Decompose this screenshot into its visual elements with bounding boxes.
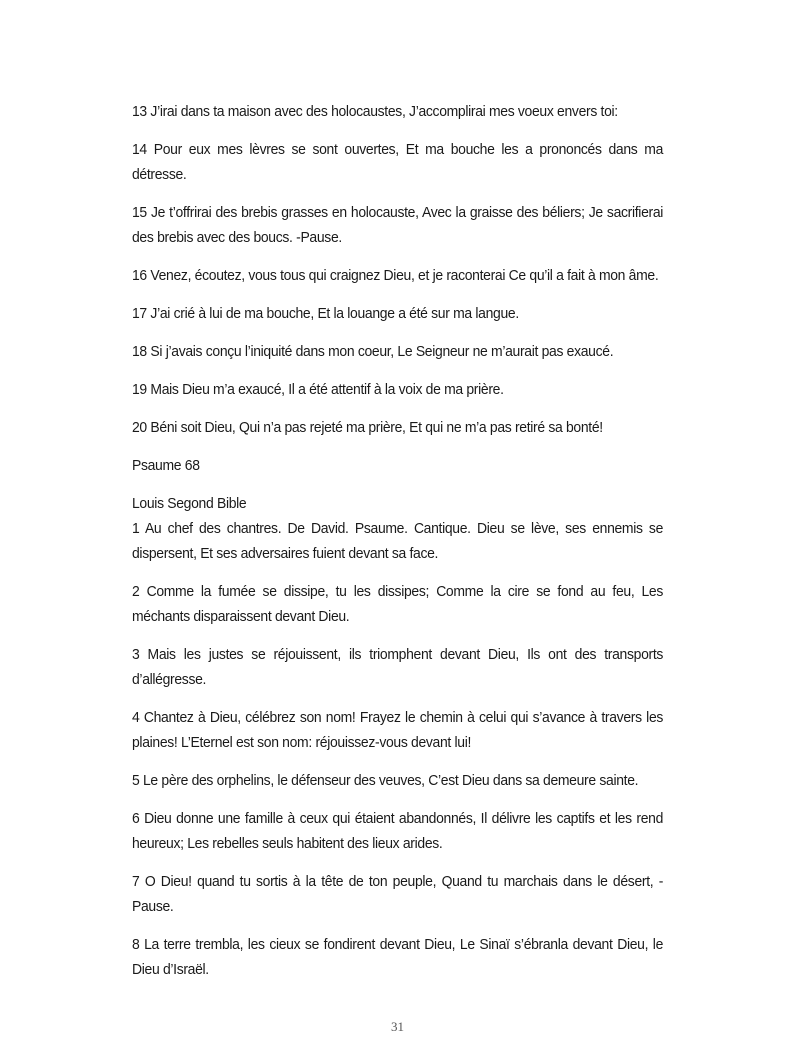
psalm-heading: Psaume 68 bbox=[132, 457, 200, 474]
verse-13: 13 J’irai dans ta maison avec des holocaustes, J’accomplirai mes voeux envers toi: bbox=[132, 103, 618, 120]
verse-1: 1 Au chef des chantres. De David. Psaume. Cantique. Dieu se lève, ses ennemis se dispersent, Et ses adversaires fuient devant sa face. bbox=[132, 520, 664, 562]
verse-5: 5 Le père des orphelins, le défenseur des veuves, C’est Dieu dans sa demeure sainte. bbox=[132, 772, 639, 789]
verse-7: 7 O Dieu! quand tu sortis à la tête de ton peuple, Quand tu marchais dans le désert, -Pause. bbox=[132, 873, 664, 915]
verse-18: 18 Si j’avais conçu l’iniquité dans mon coeur, Le Seigneur ne m’aurait pas exaucé. bbox=[132, 343, 614, 360]
verse-17: 17 J’ai crié à lui de ma bouche, Et la louange a été sur ma langue. bbox=[132, 305, 519, 322]
verse-16: 16 Venez, écoutez, vous tous qui craignez Dieu, et je raconterai Ce qu’il a fait à mon âme. bbox=[132, 267, 659, 284]
document-body bbox=[132, 99, 663, 995]
verse-8: 8 La terre trembla, les cieux se fondirent devant Dieu, Le Sinaï s’ébranla devant Dieu, le Dieu d’Israël. bbox=[132, 936, 664, 978]
verse-6: 6 Dieu donne une famille à ceux qui étaient abandonnés, Il délivre les captifs et les rend heureux; Les rebelles seuls habitent des lieux arides. bbox=[132, 810, 664, 852]
verse-14: 14 Pour eux mes lèvres se sont ouvertes, Et ma bouche les a prononcés dans ma détresse. bbox=[132, 141, 664, 183]
verse-19: 19 Mais Dieu m’a exaucé, Il a été attentif à la voix de ma prière. bbox=[132, 381, 504, 398]
bible-version: Louis Segond Bible bbox=[132, 495, 247, 512]
verse-2: 2 Comme la fumée se dissipe, tu les dissipes; Comme la cire se fond au feu, Les méchants disparaissent devant Dieu. bbox=[132, 583, 664, 625]
verse-20: 20 Béni soit Dieu, Qui n’a pas rejeté ma prière, Et qui ne m’a pas retiré sa bonté! bbox=[132, 419, 603, 436]
verse-4: 4 Chantez à Dieu, célébrez son nom! Frayez le chemin à celui qui s’avance à travers les plaines! L’Eternel est son nom: réjouissez-vous devant lui! bbox=[132, 709, 664, 751]
verse-15: 15 Je t’offrirai des brebis grasses en holocauste, Avec la graisse des béliers; Je sacrifierai des brebis avec des boucs. -Pause. bbox=[132, 204, 664, 246]
verse-3: 3 Mais les justes se réjouissent, ils triomphent devant Dieu, Ils ont des transports d’allégresse. bbox=[132, 646, 664, 688]
page-number: 31 bbox=[391, 1019, 404, 1034]
